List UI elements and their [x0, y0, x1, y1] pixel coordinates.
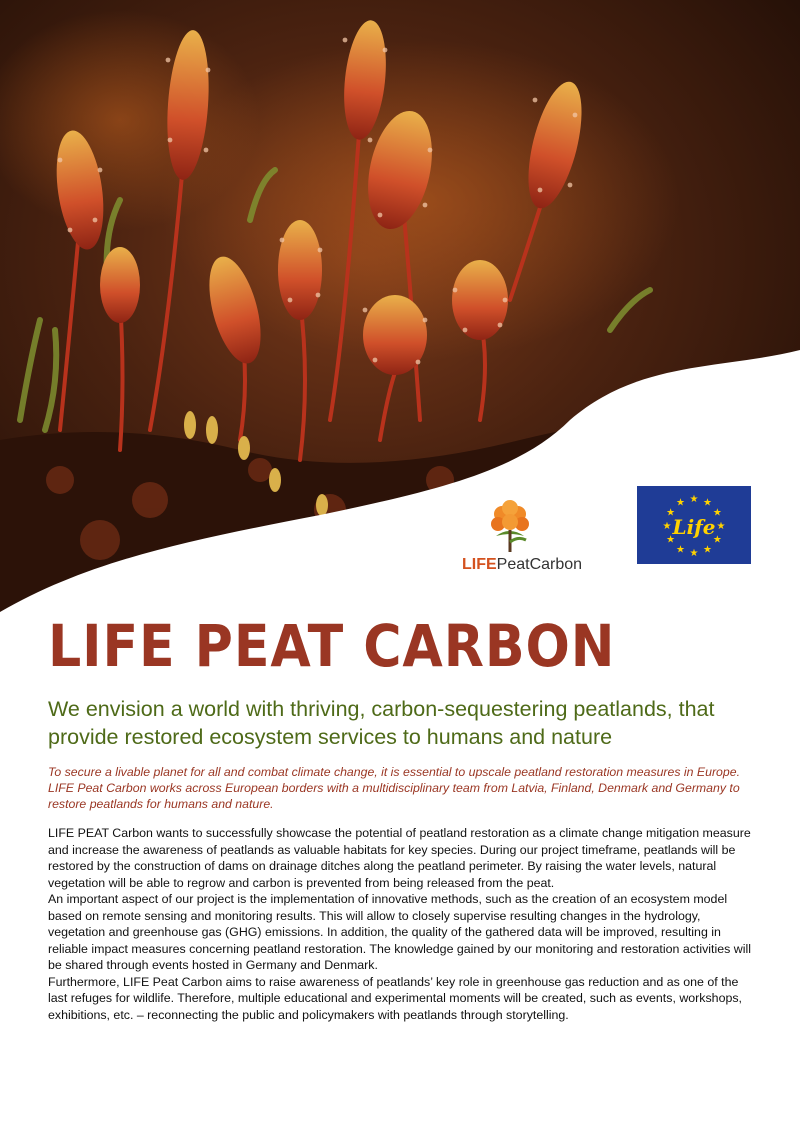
eu-star-icon: ★ [662, 521, 672, 532]
cloudberry-icon [486, 496, 534, 554]
page-title: LIFE PEAT CARBON [48, 612, 616, 680]
eu-stars-icon [637, 486, 751, 564]
subtitle: We envision a world with thriving, carbon-sequestering peatlands, that provide restored ecosystem services to humans and nature [48, 697, 715, 749]
eu-life-flag [637, 486, 751, 564]
eu-star-icon: ★ [666, 507, 676, 519]
peat-logo-name: PeatCarbon [496, 556, 583, 573]
eu-star-icon: ★ [689, 494, 699, 505]
life-peatcarbon-logo [462, 496, 622, 576]
peat-logo-label [462, 556, 582, 574]
eu-star-icon: ★ [716, 521, 726, 532]
eu-star-icon: ★ [703, 544, 712, 556]
intro-paragraph: To secure a livable planet for all and combat climate change, it is essential to upscale peatland restoration measures in Europe. LIFE Peat Carbon works across European borders with a multidisciplinary team from Latvia, Finland, Denmark and Germany to restore peatlands for humans and nature. [48, 765, 740, 811]
body-text [48, 825, 754, 1023]
eu-star-icon: ★ [666, 534, 676, 546]
eu-star-icon: ★ [689, 548, 699, 559]
logo-row [0, 486, 800, 576]
eu-star-icon: ★ [712, 534, 722, 546]
body-paragraph: An important aspect of our project is the implementation of innovative methods, such as the creation of an ecosystem model based on remote sensing and monitoring results. This will allow to closely supervise resulting changes in the hydrology, vegetation and greenhouse gas (GHG) emissions. In addition, the quality of the gathered data will be improved, resulting in reliable impact measures concerning peatland restoration. The knowledge gained by our monitoring and restoration activities will be shared through events hosted in Germany and Denmark. [48, 892, 751, 972]
eu-star-icon: ★ [676, 544, 685, 556]
eu-star-icon: ★ [712, 507, 722, 519]
body-paragraph: Furthermore, LIFE Peat Carbon aims to raise awareness of peatlands’ key role in greenhouse gas reduction and as one of the last refuges for wildlife. Therefore, multiple educational and experimental moments will be created, such as events, workshops, exhibitions, etc. – reconnecting the public and policymakers with peatlands through storytelling. [48, 974, 742, 1022]
body-paragraph: LIFE PEAT Carbon wants to successfully showcase the potential of peatland restoration as a climate change mitigation measure and increase the awareness of peatlands as valuable habitats for key species. During our project timeframe, peatlands will be restored by the construction of dams on drainage ditches along the peatland perimeter. By raising the water levels, natural vegetation will be able to regrow and carbon is prevented from being released from the peat. [48, 826, 751, 890]
peat-logo-prefix: LIFE [462, 556, 497, 573]
eu-star-icon: ★ [676, 497, 685, 509]
eu-star-icon: ★ [703, 497, 712, 509]
eu-life-label: Life [672, 515, 716, 539]
